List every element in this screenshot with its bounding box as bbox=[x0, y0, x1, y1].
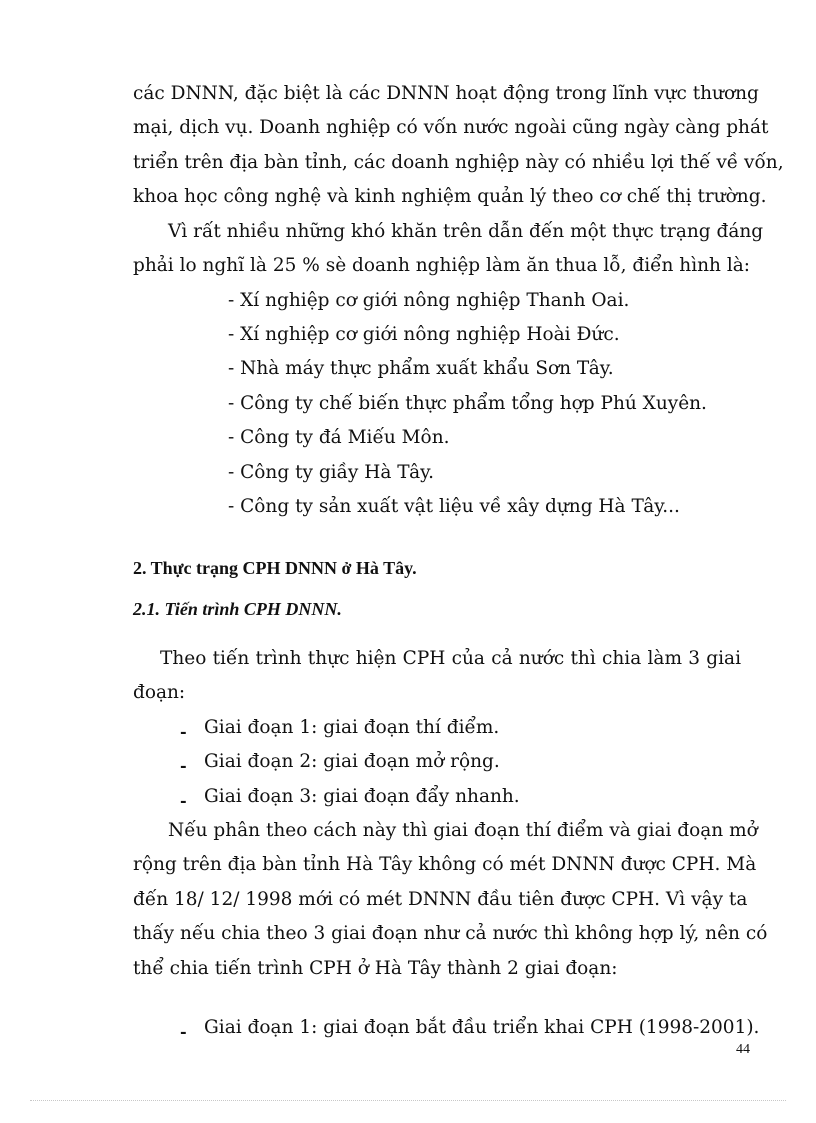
body-text-line: các DNNN, đặc biệt là các DNNN hoạt động trong lĩnh vực thương bbox=[133, 83, 759, 104]
body-text-line: mại, dịch vụ. Doanh nghiệp có vốn nước ngoài cũng ngày càng phát bbox=[133, 117, 769, 138]
list-item: - Công ty chế biến thực phẩm tổng hợp Phú Xuyên. bbox=[228, 393, 707, 414]
bullet-icon: - bbox=[180, 756, 187, 775]
list-item: - Công ty giầy Hà Tây. bbox=[228, 462, 435, 483]
body-text-line: phải lo nghĩ là 25 % sè doanh nghiệp làm ăn thua lỗ, điển hình là: bbox=[133, 255, 751, 276]
body-text-line: thể chia tiến trình CPH ở Hà Tây thành 2 giai đoạn: bbox=[133, 958, 618, 979]
list-item: Giai đoạn 2: giai đoạn mở rộng. bbox=[204, 751, 500, 772]
bullet-icon: - bbox=[180, 722, 187, 741]
section-heading: 2. Thực trạng CPH DNNN ở Hà Tây. bbox=[133, 558, 417, 578]
page-number: 44 bbox=[736, 1042, 750, 1057]
footer-divider bbox=[30, 1100, 786, 1101]
list-item: Giai đoạn 3: giai đoạn đẩy nhanh. bbox=[204, 786, 520, 807]
body-text-line: khoa học công nghệ và kinh nghiệm quản lý theo cơ chế thị trường. bbox=[133, 186, 767, 207]
list-item: - Nhà máy thực phẩm xuất khẩu Sơn Tây. bbox=[228, 358, 614, 379]
body-text-line: đến 18/ 12/ 1998 mới có mét DNNN đầu tiên được CPH. Vì vậy ta bbox=[133, 889, 748, 910]
list-item: Giai đoạn 1: giai đoạn thí điểm. bbox=[204, 717, 500, 738]
subsection-heading: 2.1. Tiến trình CPH DNNN. bbox=[133, 599, 342, 619]
body-text-line: thấy nếu chia theo 3 giai đoạn như cả nước thì không hợp lý, nên có bbox=[133, 923, 768, 944]
bullet-icon: - bbox=[180, 1022, 187, 1041]
list-item: Giai đoạn 1: giai đoạn bắt đầu triển khai CPH (1998-2001). bbox=[204, 1017, 760, 1038]
bullet-icon: - bbox=[180, 791, 187, 810]
body-text-line: Vì rất nhiều những khó khăn trên dẫn đến một thực trạng đáng bbox=[168, 221, 764, 242]
body-text-line: triển trên địa bàn tỉnh, các doanh nghiệp này có nhiều lợi thế về vốn, bbox=[133, 152, 784, 173]
body-text-line: Nếu phân theo cách này thì giai đoạn thí điểm và giai đoạn mở bbox=[168, 820, 758, 841]
list-item: - Xí nghiệp cơ giới nông nghiệp Hoài Đức. bbox=[228, 324, 620, 345]
list-item: - Công ty sản xuất vật liệu về xây dựng Hà Tây... bbox=[228, 496, 680, 517]
body-text-line: đoạn: bbox=[133, 682, 186, 703]
body-text-line: rộng trên địa bàn tỉnh Hà Tây không có mét DNNN được CPH. Mà bbox=[133, 854, 757, 875]
list-item: - Công ty đá Miếu Môn. bbox=[228, 427, 450, 448]
list-item: - Xí nghiệp cơ giới nông nghiệp Thanh Oai. bbox=[228, 290, 630, 311]
body-text-line: Theo tiến trình thực hiện CPH của cả nước thì chia làm 3 giai bbox=[160, 648, 741, 669]
